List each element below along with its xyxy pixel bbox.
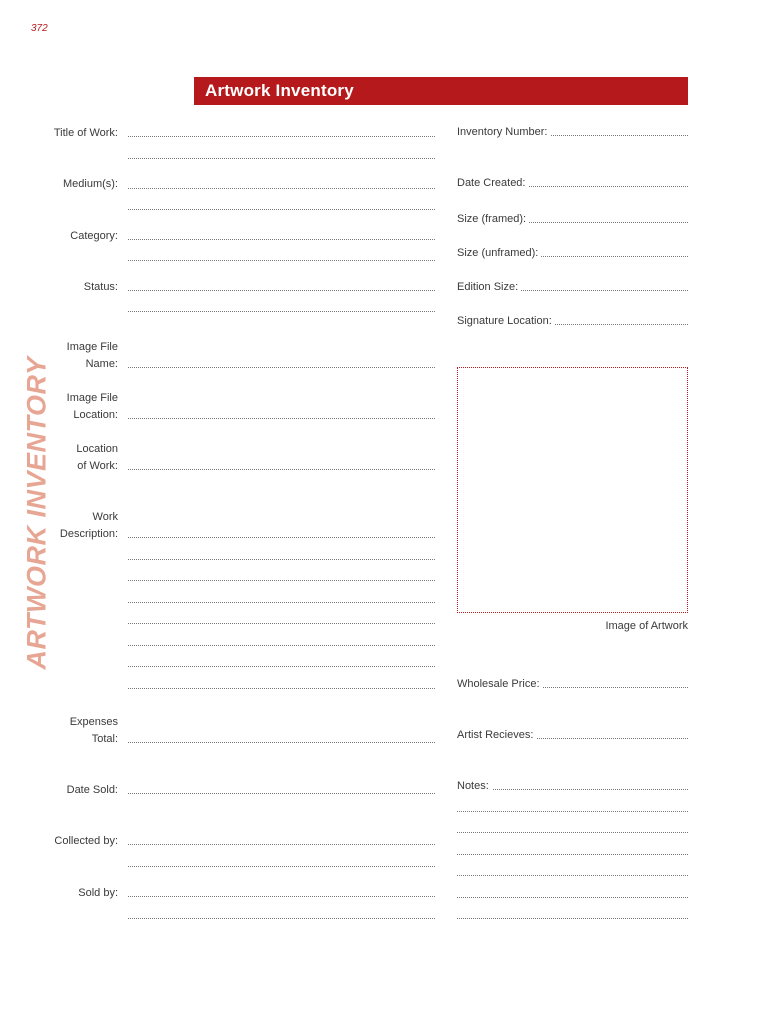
mediums-label: Medium(s): [62,178,118,190]
collected-by-line-1[interactable] [128,844,435,845]
image-file-location-label-line2: Location: [73,409,118,421]
collected-by-line-2[interactable] [128,866,435,867]
work-description-line-6[interactable] [128,645,435,646]
edition-size-label: Edition Size: [457,280,521,294]
image-file-location-line[interactable] [128,418,435,419]
mediums-line-2[interactable] [128,209,435,210]
sold-by-line-1[interactable] [128,896,435,897]
image-file-name-label-line1: Image File [66,341,118,353]
expenses-total-label-line1: Expenses [69,716,118,728]
notes-label: Notes: [457,779,492,793]
work-description-line-2[interactable] [128,559,435,560]
image-caption: Image of Artwork [605,620,688,632]
location-of-work-label [8,441,118,475]
work-description-label-line1: Work [92,511,118,523]
location-of-work-label-line2: of Work: [77,460,118,472]
date-created-label: Date Created: [457,176,528,190]
size-unframed-label: Size (unframed): [457,246,541,260]
artwork-image-placeholder[interactable] [457,367,688,613]
sold-by-label: Sold by: [78,887,118,899]
work-description-line-8[interactable] [128,688,435,689]
image-file-name-label [8,339,118,373]
work-description-line-5[interactable] [128,623,435,624]
notes-line-3[interactable] [457,832,688,833]
title-of-work-line-1[interactable] [128,136,435,137]
title-bar [194,77,688,105]
date-sold-label: Date Sold: [66,784,118,796]
work-description-line-1[interactable] [128,537,435,538]
title-of-work-line-2[interactable] [128,158,435,159]
side-title-text: ARTWORK INVENTORY [21,355,52,670]
collected-by-label: Collected by: [54,835,118,847]
notes-line-6[interactable] [457,897,688,898]
status-label: Status: [83,281,118,293]
page-number: 372 [31,23,48,34]
category-label: Category: [70,230,118,242]
notes-line-4[interactable] [457,854,688,855]
status-line-2[interactable] [128,311,435,312]
inventory-number-label: Inventory Number: [457,125,550,139]
sold-by-line-2[interactable] [128,918,435,919]
mediums-line-1[interactable] [128,188,435,189]
status-line-1[interactable] [128,290,435,291]
image-file-location-label [8,390,118,424]
work-description-label-line2: Description: [59,528,118,540]
image-file-name-line[interactable] [128,367,435,368]
title-of-work-label: Title of Work: [53,127,118,139]
expenses-total-label-line2: Total: [91,733,118,745]
expenses-total-line[interactable] [128,742,435,743]
location-of-work-label-line1: Location [76,443,118,455]
image-file-location-label-line1: Image File [66,392,118,404]
signature-location-label: Signature Location: [457,314,555,328]
work-description-line-4[interactable] [128,602,435,603]
work-description-line-3[interactable] [128,580,435,581]
category-line-2[interactable] [128,260,435,261]
notes-line-7[interactable] [457,918,688,919]
work-description-label [8,509,118,543]
image-file-name-label-line2: Name: [85,358,118,370]
artist-receives-label: Artist Recieves: [457,728,536,742]
size-framed-label: Size (framed): [457,212,529,226]
notes-line-2[interactable] [457,811,688,812]
wholesale-price-label: Wholesale Price: [457,677,543,691]
location-of-work-line[interactable] [128,469,435,470]
expenses-total-label [8,714,118,748]
page-title: Artwork Inventory [205,81,354,100]
category-line-1[interactable] [128,239,435,240]
notes-line-5[interactable] [457,875,688,876]
date-sold-line[interactable] [128,793,435,794]
work-description-line-7[interactable] [128,666,435,667]
